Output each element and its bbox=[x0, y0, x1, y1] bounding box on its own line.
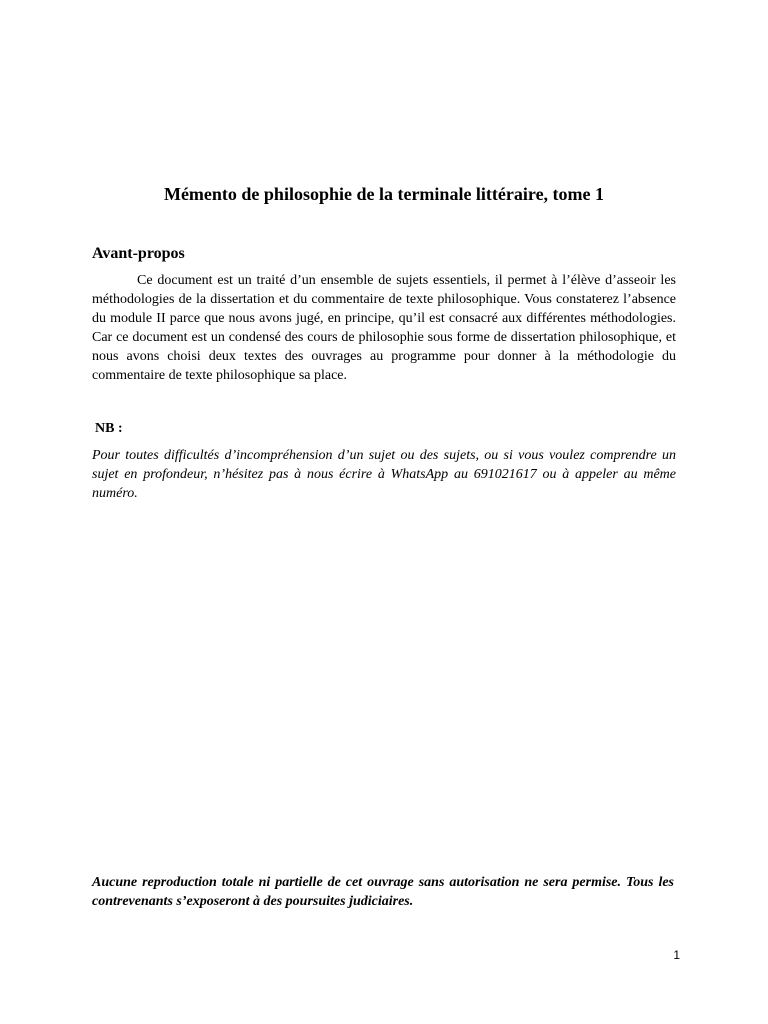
copyright-notice: Aucune reproduction totale ni partielle de cet ouvrage sans autorisation ne sera permise. Tous les contrevenants s’exposeront à des poursuites judiciaires. bbox=[92, 875, 674, 909]
note-label: NB : bbox=[95, 421, 123, 436]
note-text: Pour toutes difficultés d’incompréhension d’un sujet ou des sujets, ou si vous voulez comprendre un sujet en profondeur, n’hésitez pas à nous écrire à WhatsApp au 691021617 ou à appeler au même numéro. bbox=[92, 448, 676, 501]
foreword-paragraph: Ce document est un traité d’un ensemble de sujets essentiels, il permet à l’élève d’asseoir les méthodologies de la dissertation et du commentaire de texte philosophique. Vous constaterez l’absence du module II parce que nous avons jugé, en principe, qu’il est consacré aux différentes méthodologies. Car ce document est un condensé des cours de philosophie sous forme de dissertation philosophique, et nous avons choisi deux textes des ouvrages au programme pour donner à la méthodologie du commentaire de texte philosophique sa place. bbox=[92, 273, 676, 383]
document-title: Mémento de philosophie de la terminale littéraire, tome 1 bbox=[163, 184, 605, 204]
page-number: 1 bbox=[673, 948, 680, 962]
foreword-heading: Avant-propos bbox=[92, 245, 185, 262]
